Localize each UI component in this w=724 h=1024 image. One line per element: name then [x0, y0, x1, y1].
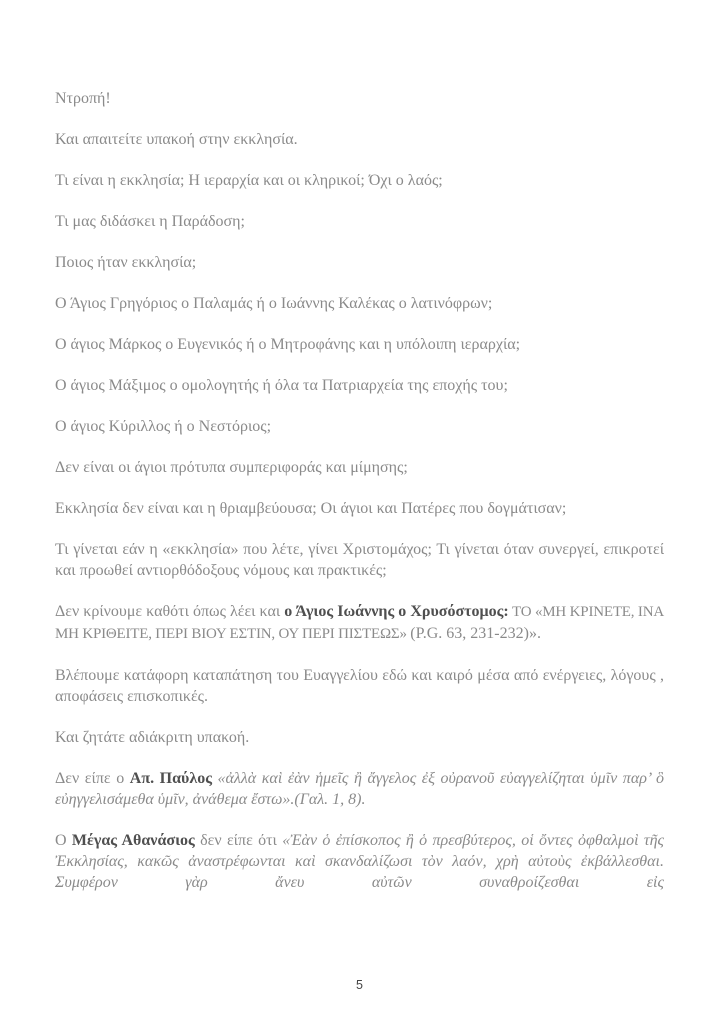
text-run-regular: Δεν κρίνουμε καθότι όπως λέει και — [55, 603, 285, 620]
paragraph-14 — [55, 665, 664, 707]
text-run-bold: Απ. Παύλος — [129, 770, 212, 787]
text-run-italic: «ἀλλὰ καὶ ἐὰν ἡμεῖς ἢ ἄγγελος ἐξ οὐρανοῦ εὐαγγελίζηται ὑμῖν παρ’ ὃ εὐηγγελισάμεθα ὑμῖν, ἀνάθεμα ἔστω».(Γαλ. 1, 8). — [55, 770, 665, 808]
paragraph-15 — [55, 727, 664, 748]
paragraph-8 — [55, 375, 664, 396]
text-run-regular: δεν είπε ότι — [194, 832, 283, 849]
text-run-regular: Και ζητάτε αδιάκριτη υπακοή. — [55, 729, 250, 746]
paragraph-3 — [55, 170, 664, 191]
paragraph-9 — [55, 416, 664, 437]
text-run-bold: ο Άγιος Ιωάννης ο Χρυσόστομος: — [284, 603, 509, 620]
paragraph-1 — [55, 88, 664, 109]
text-run-regular: Δεν είναι οι άγιοι πρότυπα συμπεριφοράς και μίμησης; — [55, 459, 408, 476]
text-run-regular: Τι γίνεται εάν η «εκκλησία» που λέτε, γίνει Χριστομάχος; Τι γίνεται όταν συνεργεί, επικροτεί και προωθεί αντιορθόδοξους νόμους και πρακτικές; — [55, 541, 664, 579]
text-run-caps: ΤΟ «ΜΗ ΚΡΙΝΕΤΕ, ΙΝΑ ΜΗ ΚΡΙΘΕΙΤΕ, ΠΕΡΙ ΒΙΟΥ ΕΣΤΙΝ, ΟΥ ΠΕΡΙ ΠΙΣΤΕΩΣ» — [55, 604, 664, 642]
text-run-regular: Και απαιτείτε υπακοή στην εκκλησία. — [55, 131, 298, 148]
paragraph-11 — [55, 498, 664, 519]
page-number: 5 — [356, 978, 363, 992]
text-run-regular: Τι μας διδάσκει η Παράδοση; — [55, 213, 245, 230]
document-body — [55, 88, 664, 913]
paragraph-2 — [55, 129, 664, 150]
text-run-regular: Ποιος ήταν εκκλησία; — [55, 254, 197, 271]
paragraph-5 — [55, 252, 664, 273]
text-run-regular: Δεν είπε ο — [55, 770, 130, 787]
page-footer — [55, 976, 664, 994]
text-run-regular: Ο άγιος Μάρκος ο Ευγενικός ή ο Μητροφάνης και η υπόλοιπη ιεραρχία; — [55, 336, 521, 353]
text-run-regular: Ο Άγιος Γρηγόριος ο Παλαμάς ή ο Ιωάννης Καλέκας ο λατινόφρων; — [55, 295, 493, 312]
paragraph-13 — [55, 601, 664, 645]
paragraph-4 — [55, 211, 664, 232]
paragraph-7 — [55, 334, 664, 355]
text-run-regular: Ο άγιος Κύριλλος ή ο Νεστόριος; — [55, 418, 272, 435]
text-run-regular: (P.G. 63, 231-232)». — [410, 625, 541, 642]
text-run-regular: Εκκλησία δεν είναι και η θριαμβεύουσα; Οι άγιοι και Πατέρες που δογμάτισαν; — [55, 500, 567, 517]
text-run-regular: Ο — [55, 832, 72, 849]
paragraph-16 — [55, 768, 664, 810]
paragraph-12 — [55, 539, 664, 581]
paragraph-17 — [55, 830, 664, 893]
paragraph-6 — [55, 293, 664, 314]
text-run-italic: «Ἐὰν ὁ ἐπίσκοπος ἢ ὁ πρεσβύτερος, οἱ ὄντες ὀφθαλμοὶ τῆς Ἐκκλησίας, κακῶς ἀναστρέφωνται καὶ σκανδαλίζωσι τὸν λαόν, χρὴ αὐτοὺς ἐκβάλλεσθαι. Συμφέρον γὰρ ἄνευ αὐτῶν συναθροίζεσθαι εἰς — [55, 832, 665, 891]
text-run-regular: Ντροπή! — [55, 90, 111, 107]
paragraph-10 — [55, 457, 664, 478]
text-run-regular: Τι είναι η εκκλησία; Η ιεραρχία και οι κληρικοί; Όχι ο λαός; — [55, 172, 443, 189]
text-run-regular: Ο άγιος Μάξιμος ο ομολογητής ή όλα τα Πατριαρχεία της εποχής του; — [55, 377, 508, 394]
text-run-bold: Μέγας Αθανάσιος — [71, 832, 195, 849]
text-run-regular: Βλέπουμε κατάφορη καταπάτηση του Ευαγγελίου εδώ και καιρό μέσα από ενέργειες, λόγους , αποφάσεις επισκοπικές. — [55, 667, 664, 705]
